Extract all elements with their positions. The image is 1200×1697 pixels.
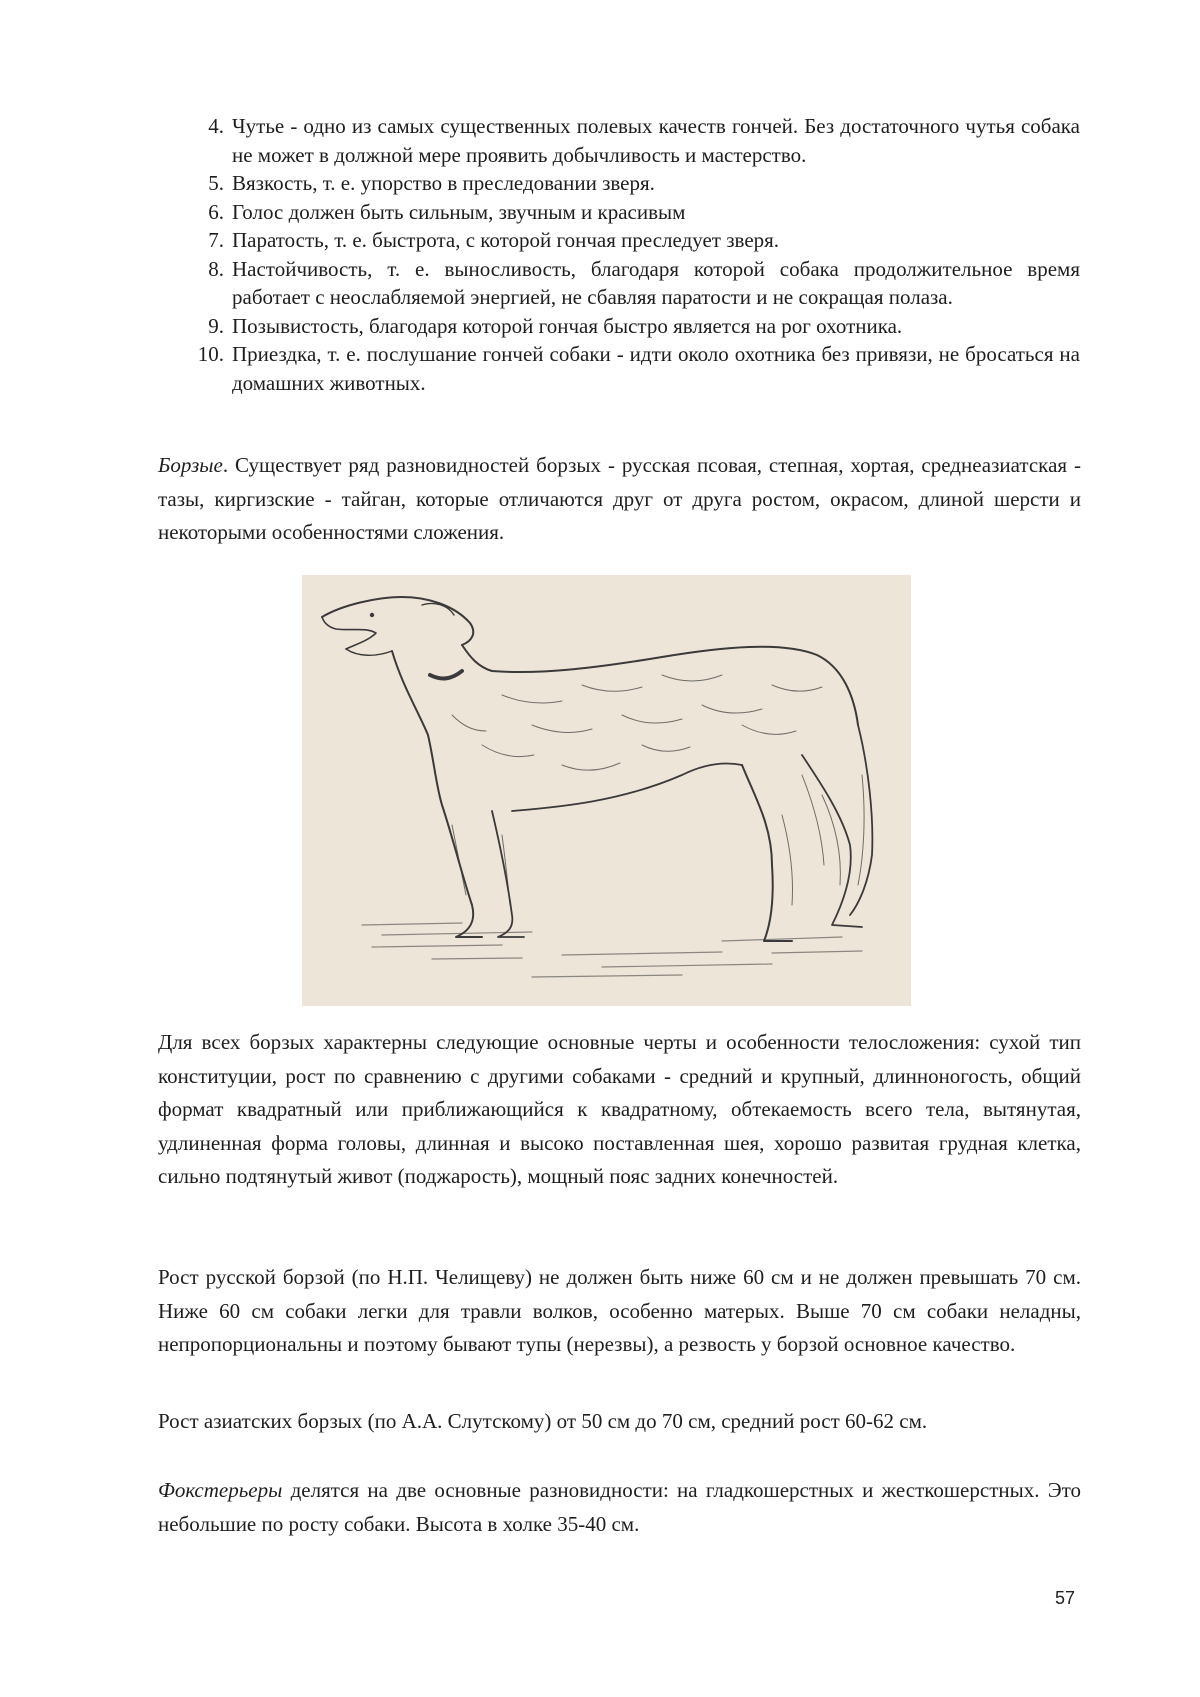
borzoi-paragraph: Борзые. Существует ряд разновидностей борзых - русская псовая, степная, хортая, среднеазиатская - тазы, киргизские - тайган, которые отличаются друг от друга ростом, окрасом, длиной шерсти и некоторыми особенностями сложения. (158, 453, 1081, 544)
borzoi-term: Борзые (158, 453, 223, 477)
borzoi-illustration (302, 575, 911, 1006)
ground-hatching (362, 923, 862, 977)
list-item: 10. Приездка, т. е. послушание гончей собаки - идти около охотника без привязи, не бросаться на домашних животных. (197, 342, 1080, 395)
foxterrier-term: Фокстерьеры (158, 1478, 283, 1502)
russian-height-paragraph: Рост русской борзой (по Н.П. Челищеву) не должен быть ниже 60 см и не должен превышать 70 см. Ниже 60 см собаки легки для травли волков, особенно матерых. Выше 70 см собаки неладны, непропорциональны и поэтому бывают тупы (нерезвы), а резвость у борзой основное качество. (158, 1265, 1081, 1356)
foxterrier-paragraph: Фокстерьеры делятся на две основные разновидности: на гладкошерстных и жесткошерстных. Это небольшие по росту собаки. Высота в холке 35-40 см. (158, 1478, 1081, 1536)
list-item: 8. Настойчивость, т. е. выносливость, благодаря которой собака продолжительное время работает с неослабляемой энергией, не сбавляя паратости и не сокращая полаза. (208, 256, 1080, 309)
asian-height-paragraph: Рост азиатских борзых (по А.А. Слутскому) от 50 см до 70 см, средний рост 60-62 см. (158, 1409, 928, 1433)
list-item: 6. Голос должен быть сильным, звучным и красивым (208, 199, 686, 224)
features-paragraph: Для всех борзых характерны следующие основные черты и особенности телосложения: сухой тип конституции, рост по сравнению с другими собаками - средний и крупный, длинноногость, общий формат квадратный или приближающийся к квадратному, обтекаемость всего тела, вытянутая, удлиненная форма головы, длинная и высоко поставленная шея, хорошо развитая грудная клетка, сильно подтянутый живот (поджарость), мощный пояс задних конечностей. (158, 1030, 1081, 1188)
list-item: 4. Чутье - одно из самых существенных полевых качеств гончей. Без достаточного чутья собака не может в должной мере проявить добычливость и мастерство. (208, 114, 1080, 167)
hound-qualities-list (190, 112, 1080, 397)
list-item: 7. Паратость, т. е. быстрота, с которой гончая преследует зверя. (208, 228, 780, 252)
list-item: 5. Вязкость, т. е. упорство в преследовании зверя. (208, 171, 655, 195)
fur-texture (452, 675, 864, 905)
list-item: 9. Позывистость, благодаря которой гончая быстро является на рог охотника. (208, 313, 903, 338)
page-number: 57 (1054, 1588, 1075, 1608)
borzoi-drawing (302, 575, 911, 1006)
